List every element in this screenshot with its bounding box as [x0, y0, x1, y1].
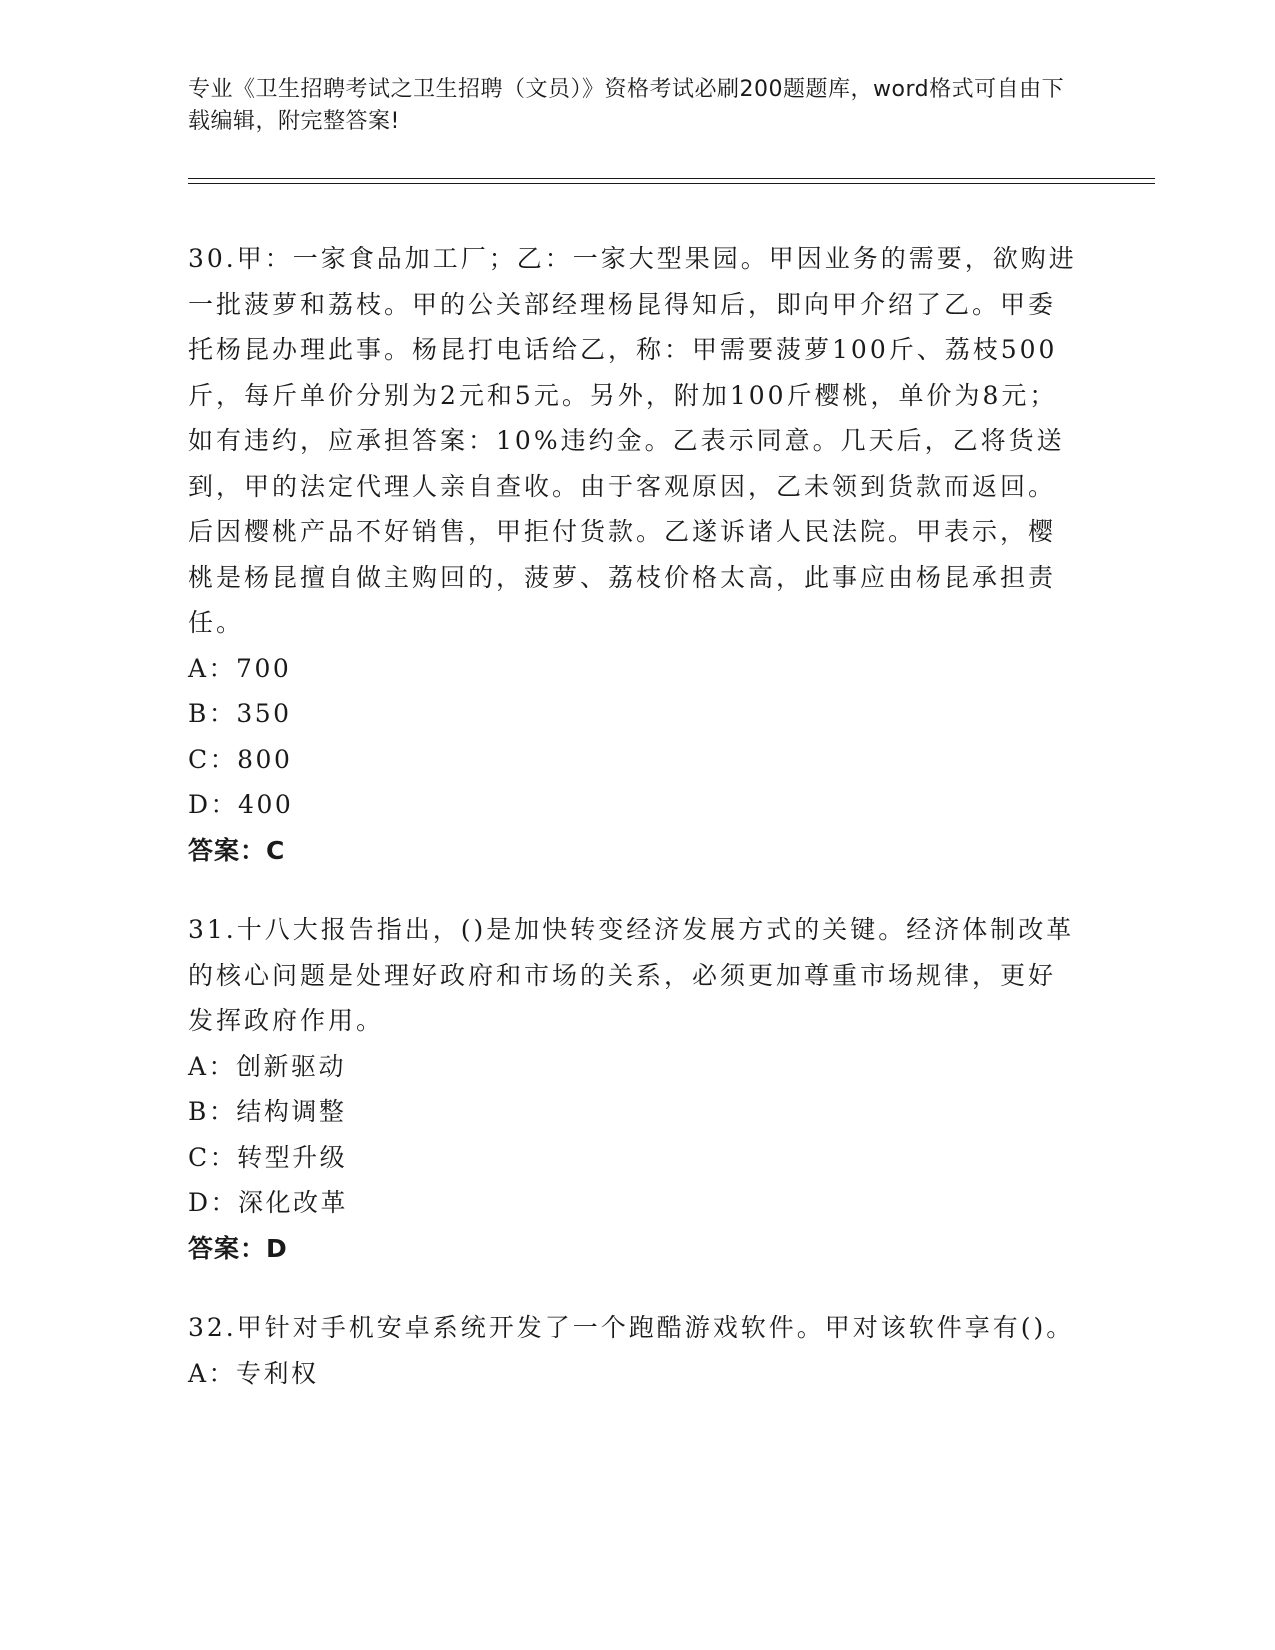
option-a: A：700 — [188, 653, 292, 683]
option-d: D：400 — [188, 790, 294, 819]
question-30 — [188, 236, 1078, 873]
answer-label: 答案：C — [188, 835, 286, 865]
option-a: A：创新驱动 — [188, 1051, 347, 1081]
document-header: 专业《卫生招聘考试之卫生招聘（文员）》资格考试必刷200题题库，word格式可自由下载编辑，附完整答案! — [188, 77, 1065, 134]
option-c: C：800 — [188, 744, 293, 774]
answer-label: 答案：D — [188, 1233, 288, 1263]
question-32 — [188, 1305, 1078, 1396]
question-text: 31.十八大报告指出，()是加快转变经济发展方式的关键。经济体制改革的核心问题是处理好政府和市场的关系，必须更加尊重市场规律，更好发挥政府作用。 — [188, 915, 1075, 1035]
header-divider-bottom — [188, 183, 1155, 184]
option-b: B：结构调整 — [188, 1097, 347, 1126]
question-31 — [188, 907, 1078, 1271]
option-d: D：深化改革 — [188, 1188, 349, 1217]
question-list — [188, 236, 1078, 1430]
option-c: C：转型升级 — [188, 1142, 348, 1172]
header-divider-top — [188, 178, 1155, 179]
question-text: 30.甲：一家食品加工厂；乙：一家大型果园。甲因业务的需要，欲购进一批菠萝和荔枝。甲的公关部经理杨昆得知后，即向甲介绍了乙。甲委托杨昆办理此事。杨昆打电话给乙，称：甲需要菠萝100斤、荔枝500斤，每斤单价分别为2元和5元。另外，附加100斤樱桃，单价为8元；如有违约，应承担答案：10%违约金。乙表示同意。几天后，乙将货送到，甲的法定代理人亲自查收。由于客观原因，乙未领到货款而返回。后因樱桃产品不好销售，甲拒付货款。乙遂诉诸人民法院。甲表示，樱桃是杨昆擅自做主购回的，菠萝、荔枝价格太高，此事应由杨昆承担责任。 — [188, 244, 1077, 637]
option-a: A：专利权 — [188, 1358, 319, 1388]
question-text: 32.甲针对手机安卓系统开发了一个跑酷游戏软件。甲对该软件享有()。 — [188, 1313, 1075, 1342]
option-b: B：350 — [188, 699, 292, 728]
